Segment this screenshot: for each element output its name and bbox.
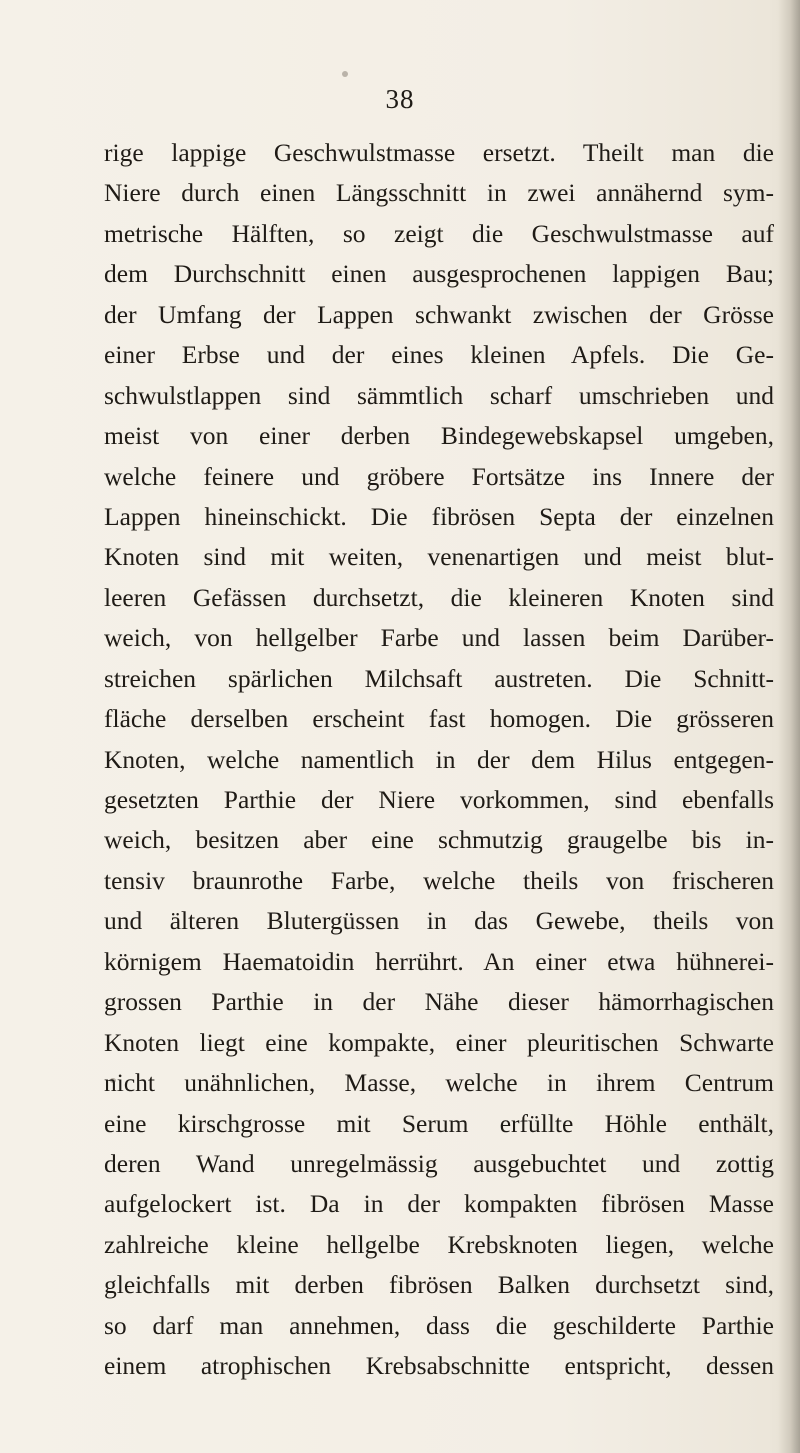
text-line: streichen spärlichen Milchsaft austreten. Die Schnitt- (104, 663, 774, 693)
text-line: meist von einer derben Bindegewebskapsel umgeben, (104, 421, 774, 451)
text-line: leeren Gefässen durchsetzt, die kleineren Knoten sind (104, 582, 774, 612)
text-line: einer Erbse und der eines kleinen Apfels. Die Ge- (104, 340, 774, 370)
text-line: deren Wand unregelmässig ausgebuchtet und zottig (104, 1148, 774, 1178)
text-line: nicht unähnlichen, Masse, welche in ihrem Centrum (104, 1068, 774, 1098)
text-line: eine kirschgrosse mit Serum erfüllte Höhle enthält, (104, 1108, 774, 1138)
text-line: gesetzten Parthie der Niere vorkommen, sind ebenfalls (104, 785, 774, 814)
text-line: aufgelockert ist. Da in der kompakten fibrösen Masse (104, 1189, 774, 1219)
text-line: weich, von hellgelber Farbe und lassen beim Darüber- (104, 623, 774, 653)
text-line: welche feinere und gröbere Fortsätze ins Innere der (104, 461, 774, 491)
text-line: Knoten liegt eine kompakte, einer pleuritischen Schwarte (104, 1027, 774, 1057)
text-line: schwulstlappen sind sämmtlich scharf umschrieben und (104, 380, 774, 410)
body-text (104, 133, 774, 1387)
text-line: grossen Parthie in der Nähe dieser hämorrhagischen (104, 987, 774, 1017)
text-line: zahlreiche kleine hellgelbe Krebsknoten liegen, welche (104, 1229, 774, 1259)
text-line: Knoten, welche namentlich in der dem Hilus entgegen- (104, 744, 774, 774)
text-line: metrische Hälften, so zeigt die Geschwulstmasse auf (104, 218, 774, 248)
text-line: gleichfalls mit derben fibrösen Balken durchsetzt sind, (104, 1270, 774, 1300)
text-line: der Umfang der Lappen schwankt zwischen der Grösse (104, 299, 774, 329)
text-line: Lappen hineinschickt. Die fibrösen Septa der einzelnen (104, 501, 774, 531)
text-line: weich, besitzen aber eine schmutzig graugelbe bis in- (104, 825, 774, 855)
text-line: fläche derselben erscheint fast homogen. Die grösseren (104, 704, 774, 734)
text-line: rige lappige Geschwulstmasse ersetzt. Theilt man die (104, 138, 774, 167)
text-line: Niere durch einen Längsschnitt in zwei annähernd sym- (104, 178, 774, 208)
text-line: so darf man annehmen, dass die geschilderte Parthie (104, 1310, 774, 1340)
text-line: einem atrophischen Krebsabschnitte entspricht, dessen (104, 1351, 774, 1381)
text-line: und älteren Blutergüssen in das Gewebe, theils von (104, 906, 774, 936)
page-number: 38 (385, 84, 415, 114)
text-line: Knoten sind mit weiten, venenartigen und meist blut- (104, 542, 774, 572)
text-line: dem Durchschnitt einen ausgesprochenen lappigen Bau; (104, 259, 774, 289)
text-line: körnigem Haematoidin herrührt. An einer etwa hühnerei- (104, 946, 774, 976)
paper-speck (342, 71, 348, 77)
text-line: tensiv braunrothe Farbe, welche theils von frischeren (104, 865, 774, 895)
page-edge-shadow (778, 0, 800, 1453)
